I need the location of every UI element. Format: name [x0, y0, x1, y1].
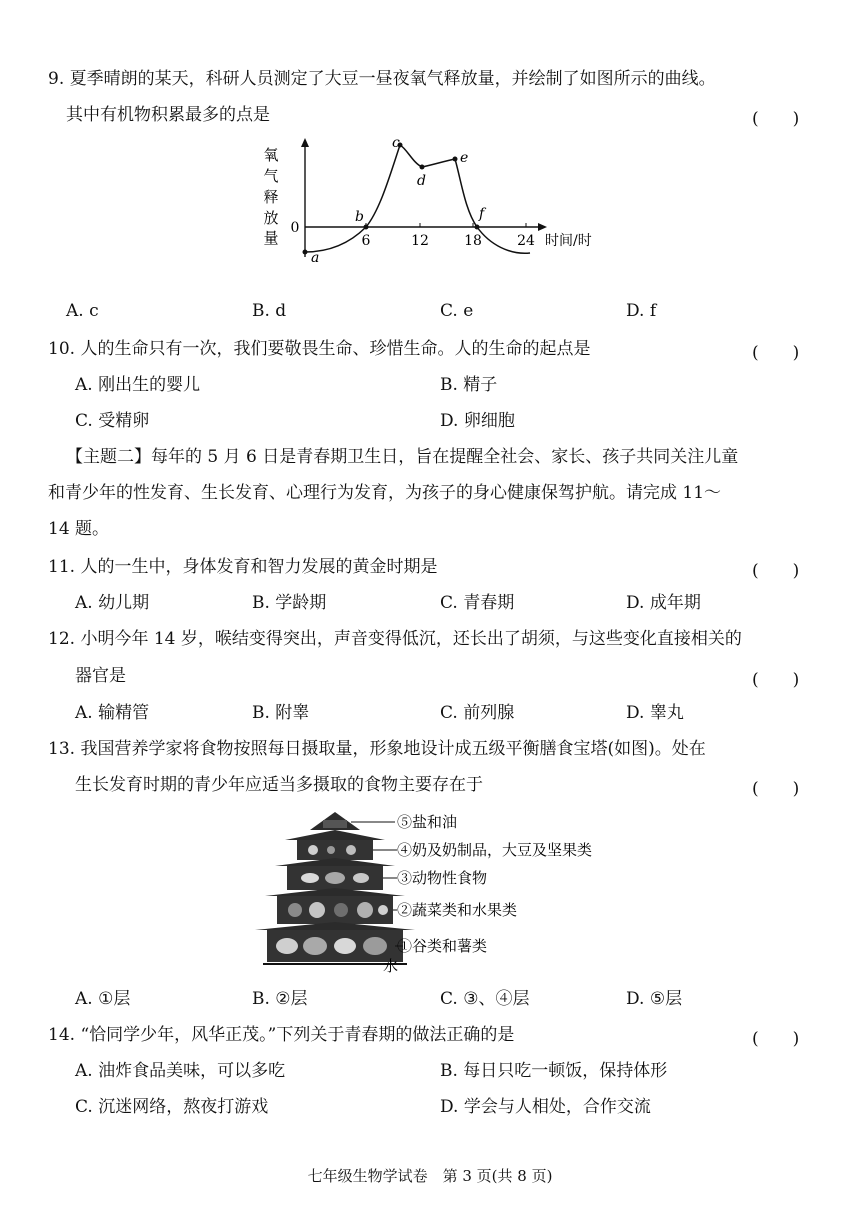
- q14-option-a: A. 油炸食品美味，可以多吃: [75, 1061, 286, 1081]
- q12-stem-line1: 12. 小明今年 14 岁，喉结变得突出，声音变得低沉，还长出了胡须，与这些变化直接相关的: [48, 629, 742, 649]
- q10-option-c: C. 受精卵: [75, 411, 150, 431]
- pagoda-label-3: ③动物性食物: [397, 869, 488, 887]
- point-label-e: e: [460, 150, 469, 166]
- q12-answer-paren: ( ): [752, 670, 800, 690]
- graph-y-arrow: [301, 138, 309, 147]
- q11-option-a: A. 幼儿期: [75, 593, 150, 613]
- graph-ylabel-char: 量: [263, 229, 279, 247]
- oxygen-release-graph: [255, 135, 615, 270]
- q13-stem-line2: 生长发育时期的青少年应适当多摄取的食物主要存在于: [75, 775, 483, 795]
- point-f: [475, 225, 480, 230]
- q13-option-a: A. ①层: [75, 989, 131, 1009]
- pagoda-label-4: ④奶及奶制品，大豆及坚果类: [397, 841, 593, 859]
- q11-stem: 11. 人的一生中，身体发育和智力发展的黄金时期是: [48, 557, 438, 577]
- q10-option-d: D. 卵细胞: [440, 411, 515, 431]
- q9-option-c: C. e: [440, 301, 474, 321]
- page-footer: 七年级生物学试卷 第 3 页(共 8 页): [307, 1167, 553, 1185]
- graph-xlabel: 时间/时: [545, 233, 592, 249]
- graph-xtick: 12: [411, 233, 429, 249]
- point-label-d: d: [417, 173, 426, 189]
- q11-option-c: C. 青春期: [440, 593, 515, 613]
- q12-option-a: A. 输精管: [75, 703, 150, 723]
- q9-option-d: D. f: [626, 301, 657, 321]
- q10-option-b: B. 精子: [440, 375, 498, 395]
- q12-option-d: D. 睾丸: [626, 703, 684, 723]
- q12-stem-line2: 器官是: [75, 666, 126, 686]
- q9-option-a: A. c: [66, 301, 99, 321]
- q13-option-c: C. ③、④层: [440, 989, 530, 1009]
- graph-xtick: 6: [361, 233, 371, 249]
- point-e: [453, 157, 458, 162]
- food-pagoda-diagram: [255, 808, 675, 978]
- point-label-a: a: [311, 250, 320, 266]
- pagoda-label-5: ⑤盐和油: [397, 813, 458, 831]
- graph-ylabel-char: 放: [263, 209, 279, 227]
- point-d: [420, 165, 425, 170]
- point-b: [364, 225, 369, 230]
- q13-option-d: D. ⑤层: [626, 989, 683, 1009]
- pagoda-water-label: 水: [383, 957, 399, 975]
- point-label-f: f: [479, 206, 485, 222]
- theme2-line3: 14 题。: [48, 519, 110, 539]
- q9-stem-line1: 9. 夏季晴朗的某天，科研人员测定了大豆一昼夜氧气释放量，并绘制了如图所示的曲线。: [48, 69, 716, 89]
- q12-option-b: B. 附睾: [252, 703, 310, 723]
- pagoda-label-2: ②蔬菜类和水果类: [397, 901, 518, 919]
- point-a: [303, 250, 308, 255]
- pagoda-label-1: ①谷类和薯类: [397, 937, 488, 955]
- graph-ylabel-char: 气: [263, 167, 279, 185]
- point-label-b: b: [355, 209, 364, 225]
- graph-origin-label: 0: [290, 220, 300, 236]
- graph-ylabel-char: 氧: [263, 146, 279, 164]
- q9-option-b: B. d: [252, 301, 287, 321]
- theme2-line1: 【主题二】每年的 5 月 6 日是青春期卫生日，旨在提醒全社会、家长、孩子共同关注儿童: [66, 447, 739, 467]
- q13-answer-paren: ( ): [752, 779, 800, 799]
- q14-option-c: C. 沉迷网络，熬夜打游戏: [75, 1097, 269, 1117]
- q10-option-a: A. 刚出生的婴儿: [75, 375, 201, 395]
- q14-option-b: B. 每日只吃一顿饭，保持体形: [440, 1061, 668, 1081]
- q12-option-c: C. 前列腺: [440, 703, 515, 723]
- q11-option-d: D. 成年期: [626, 593, 701, 613]
- q11-answer-paren: ( ): [752, 561, 800, 581]
- q10-answer-paren: ( ): [752, 343, 800, 363]
- q14-answer-paren: ( ): [752, 1029, 800, 1049]
- point-label-c: c: [392, 135, 400, 151]
- q13-option-b: B. ②层: [252, 989, 308, 1009]
- q14-option-d: D. 学会与人相处，合作交流: [440, 1097, 651, 1117]
- graph-ylabel-char: 释: [263, 188, 279, 206]
- theme2-line2: 和青少年的性发育、生长发育、心理行为发育，为孩子的身心健康保驾护航。请完成 11～: [48, 483, 722, 503]
- q13-stem-line1: 13. 我国营养学家将食物按照每日摄取量，形象地设计成五级平衡膳食宝塔(如图)。处在: [48, 739, 706, 759]
- q9-stem-line2: 其中有机物积累最多的点是: [66, 105, 270, 125]
- q14-stem: 14. “恰同学少年，风华正茂。”下列关于青春期的做法正确的是: [48, 1025, 515, 1045]
- q11-option-b: B. 学龄期: [252, 593, 327, 613]
- graph-xtick: 18: [464, 233, 482, 249]
- graph-x-arrow: [538, 223, 547, 231]
- graph-xtick: 24: [517, 233, 535, 249]
- q10-stem: 10. 人的生命只有一次，我们要敬畏生命、珍惜生命。人的生命的起点是: [48, 339, 591, 359]
- q9-answer-paren: ( ): [752, 109, 800, 129]
